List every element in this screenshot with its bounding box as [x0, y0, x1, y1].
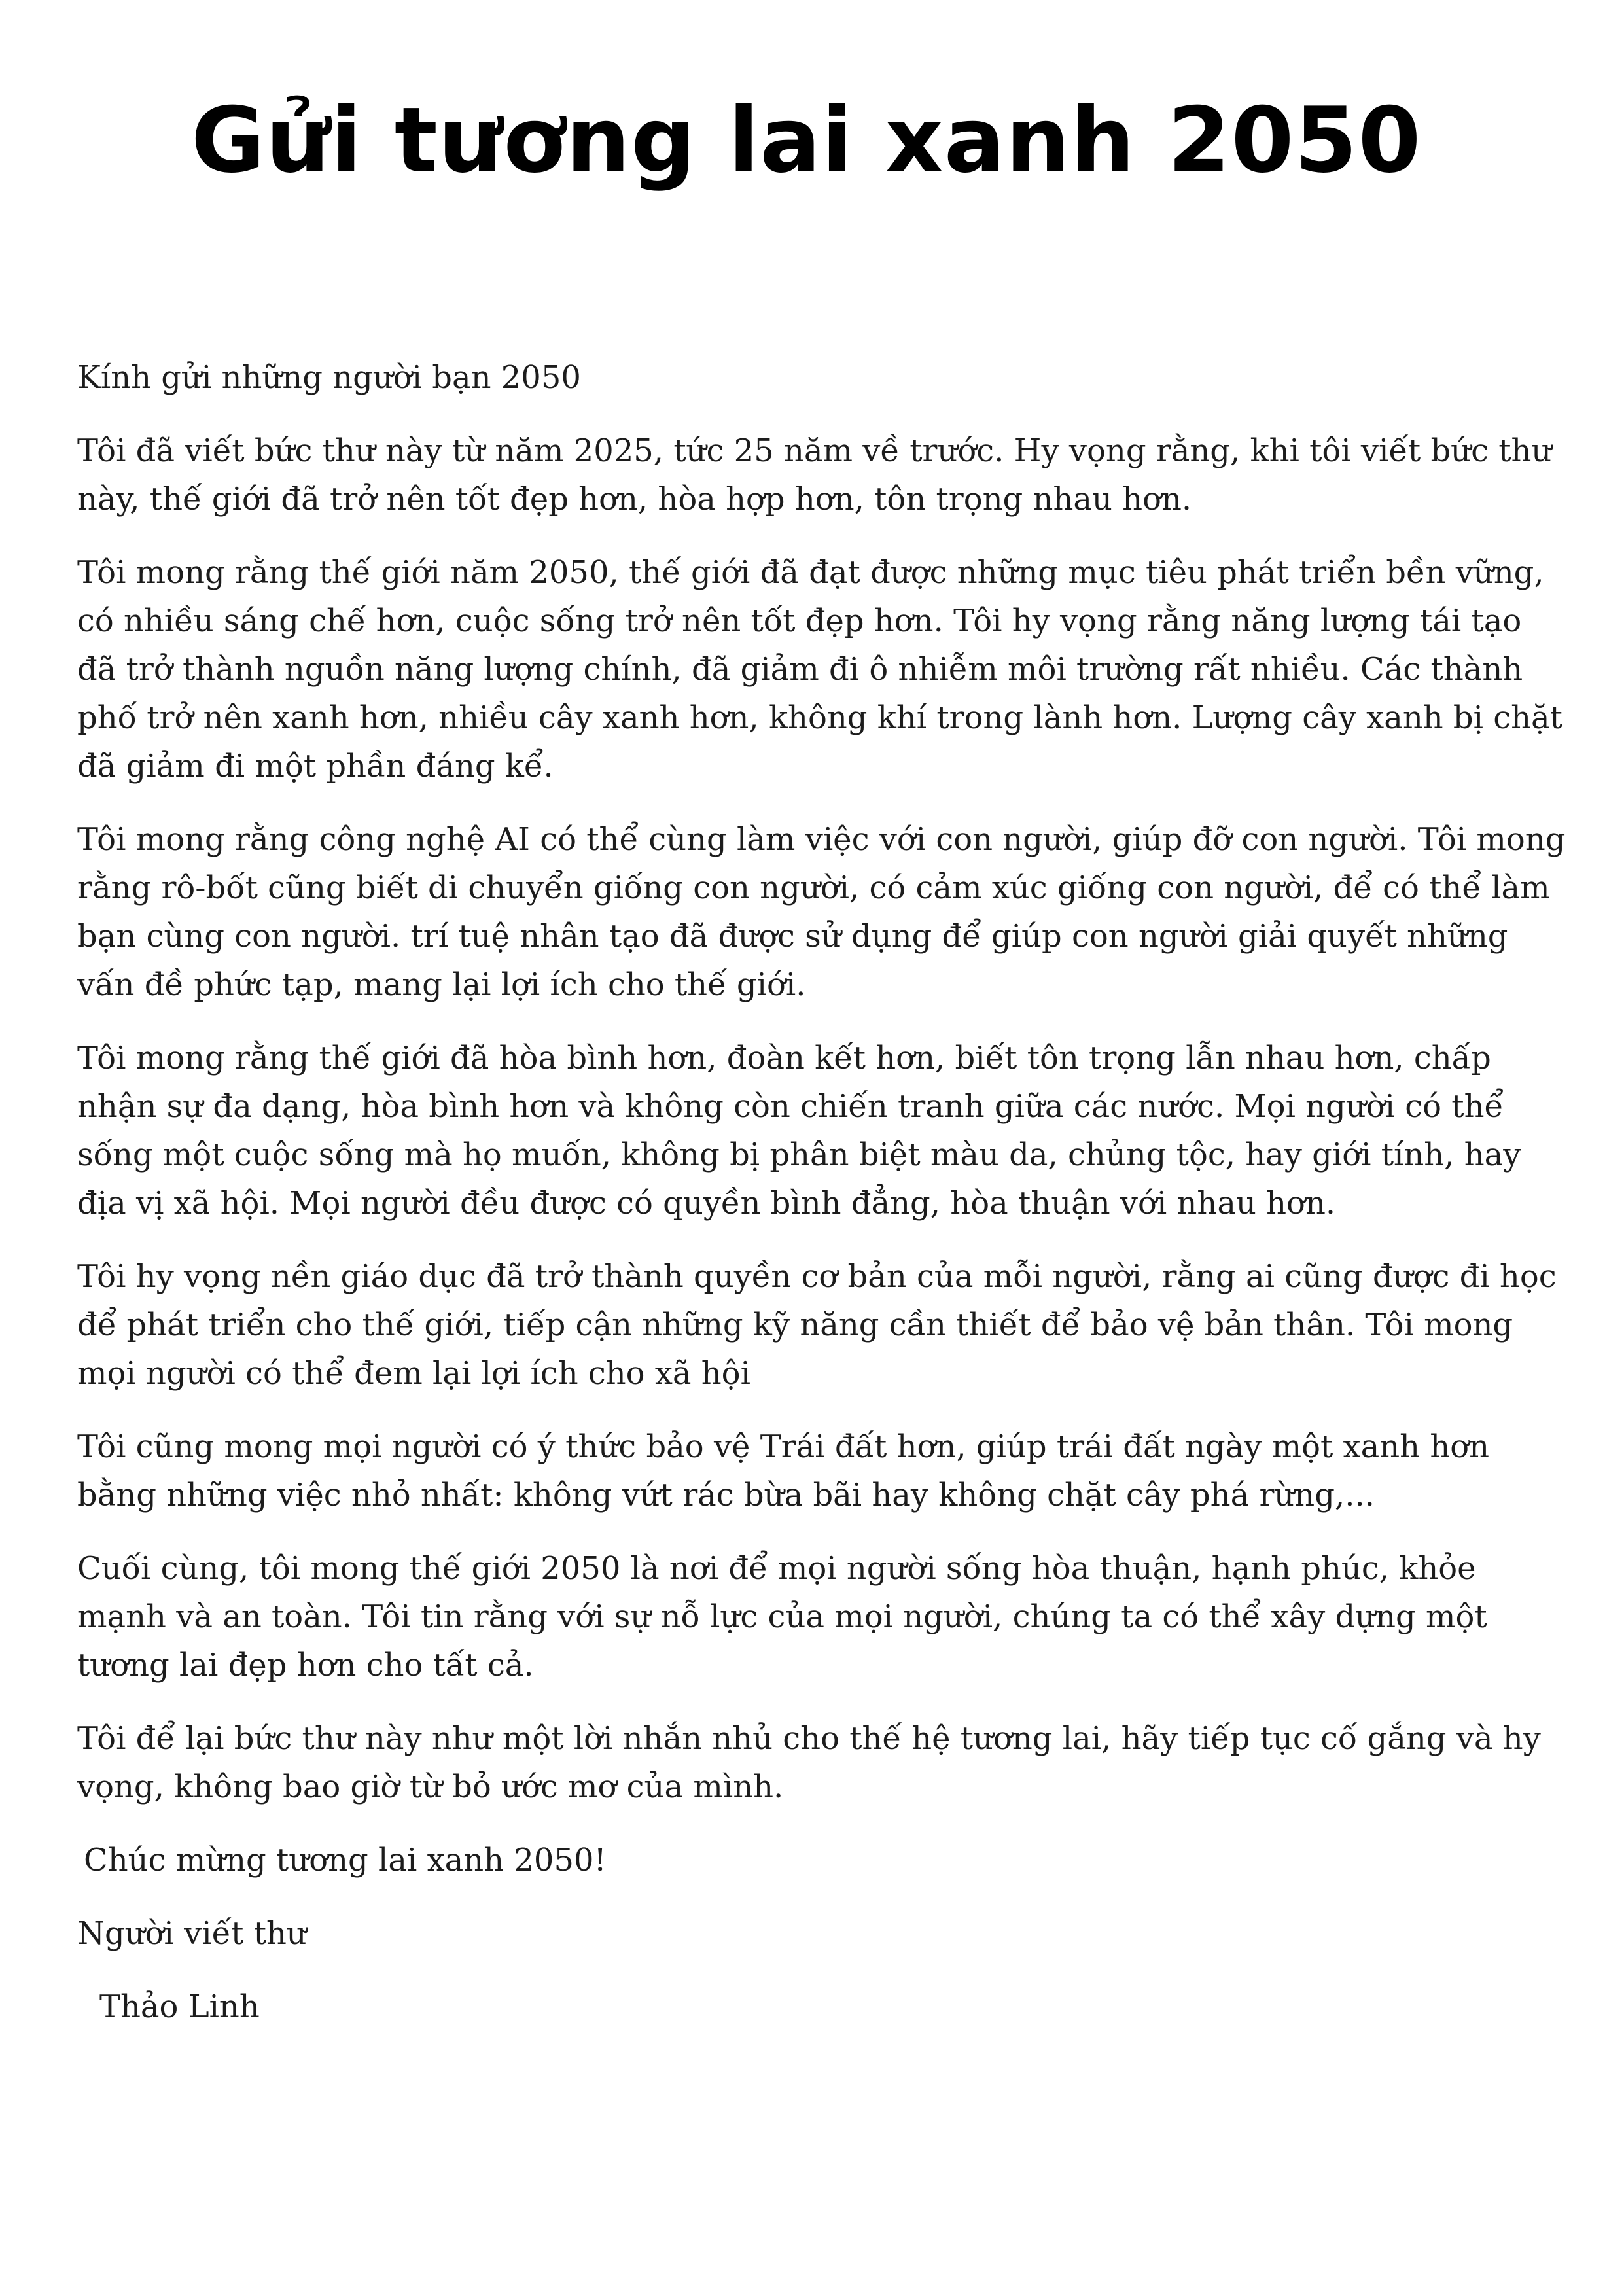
letter-paragraph: Tôi cũng mong mọi người có ý thức bảo vệ Trái đất hơn, giúp trái đất ngày một xanh hơn bằng những việc nhỏ nhất: không vứt rác bừa bãi hay không chặt cây phá rừng,...	[77, 1428, 1490, 1513]
letter-paragraph: Tôi đã viết bức thư này từ năm 2025, tức 25 năm về trước. Hy vọng rằng, khi tôi viết bức thư này, thế giới đã trở nên tốt đẹp hơn, hòa hợp hơn, tôn trọng nhau hơn.	[77, 433, 1552, 518]
letter-paragraph: Tôi hy vọng nền giáo dục đã trở thành quyền cơ bản của mỗi người, rằng ai cũng được đi học để phát triển cho thế giới, tiếp cận những kỹ năng cần thiết để bảo vệ bản thân. Tôi mong mọi người có thể đem lại lợi ích cho xã hội	[77, 1258, 1557, 1392]
letter-body	[77, 353, 1569, 2056]
letter-paragraph: Cuối cùng, tôi mong thế giới 2050 là nơi để mọi người sống hòa thuận, hạnh phúc, khỏe mạnh và an toàn. Tôi tin rằng với sự nỗ lực của mọi người, chúng ta có thể xây dựng một tương lai đẹp hơn cho tất cả.	[77, 1550, 1487, 1684]
letter-greeting: Kính gửi những người bạn 2050	[77, 359, 581, 396]
letter-paragraph: Tôi mong rằng thế giới năm 2050, thế giới đã đạt được những mục tiêu phát triển bền vững, có nhiều sáng chế hơn, cuộc sống trở nên tốt đẹp hơn. Tôi hy vọng rằng năng lượng tái tạo đã trở thành nguồn năng lượng chính, đã giảm đi ô nhiễm môi trường rất nhiều. Các thành phố trở nên xanh hơn, nhiều cây xanh hơn, không khí trong lành hơn. Lượng cây xanh bị chặt đã giảm đi một phần đáng kể.	[77, 554, 1562, 785]
page-title: Gửi tương lai xanh 2050	[191, 88, 1422, 193]
letter-signature: Thảo Linh	[99, 1988, 260, 2025]
letter-signoff: Người viết thư	[77, 1915, 307, 1952]
letter-paragraph: Tôi mong rằng thế giới đã hòa bình hơn, đoàn kết hơn, biết tôn trọng lẫn nhau hơn, chấp nhận sự đa dạng, hòa bình hơn và không còn chiến tranh giữa các nước. Mọi người có thể sống một cuộc sống mà họ muốn, không bị phân biệt màu da, chủng tộc, hay giới tính, hay địa vị xã hội. Mọi người đều được có quyền bình đẳng, hòa thuận với nhau hơn.	[77, 1040, 1521, 1222]
letter-paragraph: Tôi để lại bức thư này như một lời nhắn nhủ cho thế hệ tương lai, hãy tiếp tục cố gắng và hy vọng, không bao giờ từ bỏ ước mơ của mình.	[77, 1720, 1541, 1805]
letter-closing: Chúc mừng tương lai xanh 2050!	[84, 1842, 607, 1879]
letter-paragraph: Tôi mong rằng công nghệ AI có thể cùng làm việc với con người, giúp đỡ con người. Tôi mong rằng rô-bốt cũng biết di chuyển giống con người, có cảm xúc giống con người, để có thể làm bạn cùng con người. trí tuệ nhân tạo đã được sử dụng để giúp con người giải quyết những vấn đề phức tạp, mang lại lợi ích cho thế giới.	[77, 821, 1566, 1003]
